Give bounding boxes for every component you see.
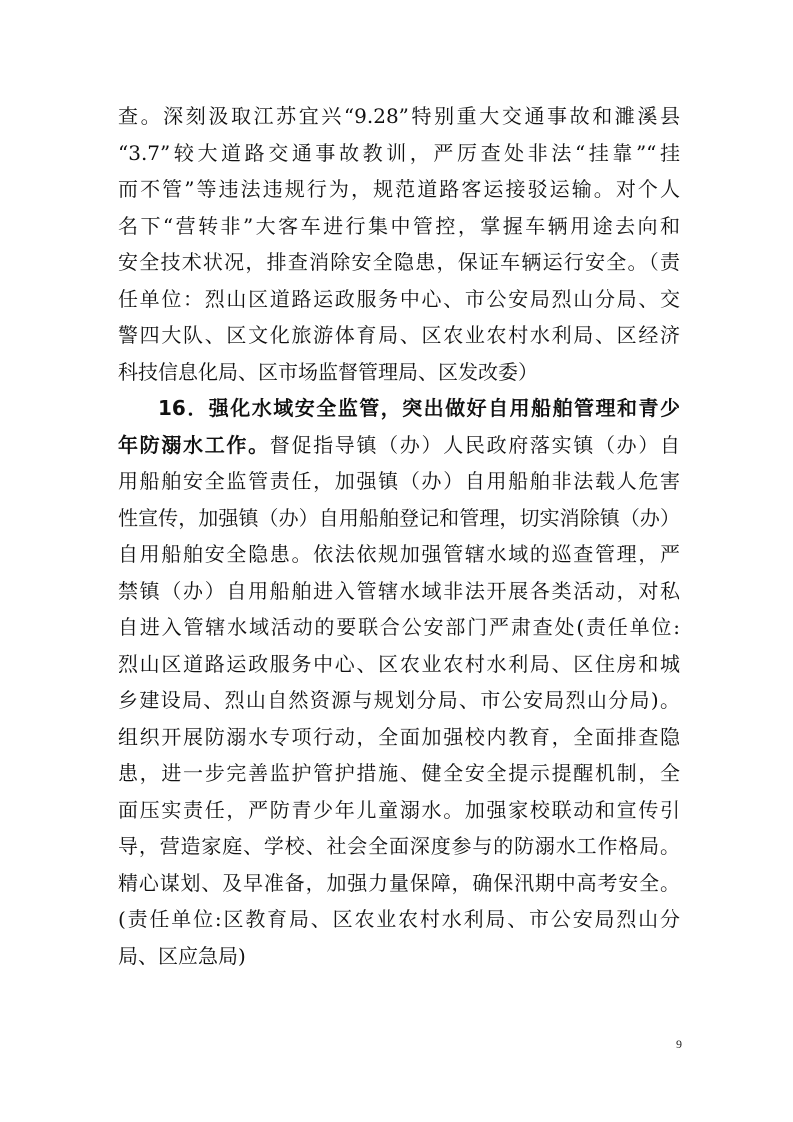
paragraph-road-transport (118, 98, 680, 390)
section-heading-text: 16．强化水域安全监管，突出做好自用船舶管理和青少 (158, 396, 680, 420)
text-line: 自用船舶安全隐患。依法依规加强管辖水域的巡查管理，严 (118, 542, 680, 566)
text-line: 组织开展防溺水专项行动，全面加强校内教育，全面排查隐 (118, 724, 680, 749)
text-line (118, 427, 680, 464)
text-line: 而不管”等违法违规行为，规范道路客运接驳运输。对个人 (118, 177, 680, 201)
text-line: 导，营造家庭、学校、社会全面深度参与的防溺水工作格局。 (118, 834, 680, 858)
text-line: 精心谋划、及早准备，加强力量保障，确保汛期中高考安全。 (118, 870, 680, 895)
text-line: 局、区应急局) (118, 943, 246, 968)
text-line: 查。深刻汲取江苏宜兴“9.28”特别重大交通事故和濉溪县 (118, 104, 680, 128)
section-heading-continuation: 年防溺水工作。 (118, 432, 270, 457)
text-line: 警四大队、区文化旅游体育局、区农业农村水利局、区经济 (118, 323, 680, 347)
text-line: 患，进一步完善监护管护措施、健全安全提示提醒机制，全 (118, 761, 680, 785)
text-line: 名下“营转非”大客车进行集中管控，掌握车辆用途去向和 (118, 213, 680, 238)
text-line: 用船舶安全监管责任，加强镇（办）自用船舶非法载人危害 (118, 469, 680, 493)
text-line: 性宣传，加强镇（办）自用船舶登记和管理，切实消除镇（办） (118, 505, 680, 530)
page-number: 9 (676, 1037, 682, 1051)
text-line: 科技信息化局、区市场监督管理局、区发改委） (118, 359, 538, 384)
text-line: 自进入管辖水域活动的要联合公安部门严肃查处(责任单位: (118, 615, 680, 639)
text-line: 乡建设局、烈山自然资源与规划分局、市公安局烈山分局)。 (118, 688, 680, 712)
text-line: “3.7”较大道路交通事故教训，严厉查处非法“挂靠”“挂 (118, 140, 680, 165)
text-line: 禁镇（办）自用船舶进入管辖水域非法开展各类活动，对私 (118, 578, 680, 603)
text-line: 安全技术状况，排查消除安全隐患，保证车辆运行安全。（责 (118, 250, 680, 274)
text-run: 督促指导镇（办）人民政府落实镇（办）自 (269, 432, 680, 457)
section-heading (118, 390, 680, 427)
text-line: 面压实责任，严防青少年儿童溺水。加强家校联动和宣传引 (118, 797, 680, 822)
text-line: (责任单位:区教育局、区农业农村水利局、市公安局烈山分 (118, 907, 680, 931)
paragraph-water-safety (118, 390, 680, 974)
text-line: 任单位：烈山区道路运政服务中心、市公安局烈山分局、交 (118, 286, 680, 311)
text-line: 烈山区道路运政服务中心、区农业农村水利局、区住房和城 (118, 651, 680, 676)
